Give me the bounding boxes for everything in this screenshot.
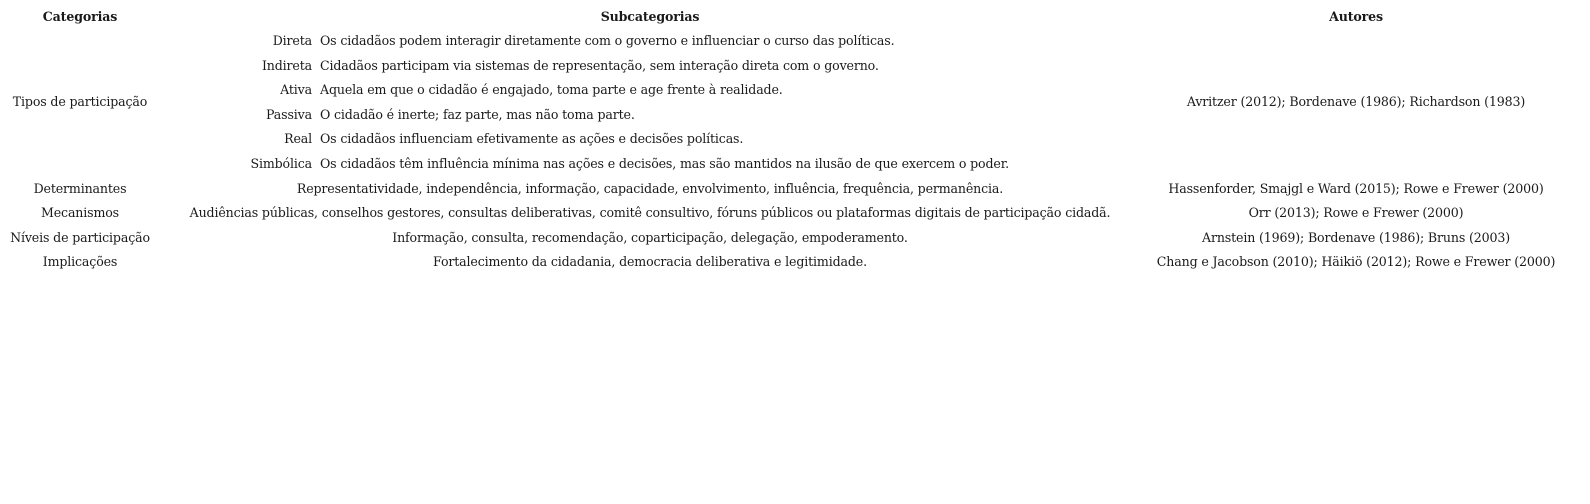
authors-cell: Chang e Jacobson (2010); Häikiö (2012); Rowe e Frewer (2000) [1156,254,1556,270]
category-cell: Tipos de participação [12,94,148,110]
category-cell: Níveis de participação [10,229,150,245]
category-cell: Determinantes [33,180,127,196]
subcategory-label: Passiva [266,106,312,122]
categories-table [0,5,1572,275]
subcategory-description: Audiências públicas, conselhos gestores, consultas deliberativas, comitê consultivo, fóruns públicos ou plataformas digitais de participação cidadã. [189,205,1111,221]
header-row [0,5,1572,29]
subcategory-description: Aquela em que o cidadão é engajado, toma parte e age frente à realidade. [320,82,783,98]
authors-cell: Hassenforder, Smajgl e Ward (2015); Rowe e Frewer (2000) [1168,180,1544,196]
subcategory-label: Simbólica [250,155,312,171]
authors-cell: Arnstein (1969); Bordenave (1986); Bruns (2003) [1202,229,1510,245]
subcategory-label: Ativa [280,82,312,98]
header-subcategorias: Subcategorias [600,9,700,24]
table-row [0,177,1572,202]
subcategory-description: Os cidadãos têm influência mínima nas ações e decisões, mas são mantidos na ilusão de que exercem o poder. [320,155,1010,171]
header-categorias: Categorias [42,9,118,24]
category-cell: Mecanismos [41,205,119,221]
subcategory-label: Real [284,131,312,147]
subcategory-description: Os cidadãos influenciam efetivamente as ações e decisões políticas. [320,131,744,147]
subcategory-description: Fortalecimento da cidadania, democracia deliberativa e legitimidade. [433,254,867,270]
category-cell: Implicações [42,254,118,270]
authors-cell: Orr (2013); Rowe e Frewer (2000) [1248,205,1464,221]
table-row [0,226,1572,251]
subcategory-description: O cidadão é inerte; faz parte, mas não toma parte. [320,106,635,122]
authors-cell: Avritzer (2012); Bordenave (1986); Richardson (1983) [1186,94,1526,110]
table-row [0,201,1572,226]
subcategory-description: Os cidadãos podem interagir diretamente com o governo e influenciar o curso das políticas. [320,33,895,48]
subcategory-label: Direta [272,33,312,48]
subcategory-label: Indireta [261,57,312,73]
subcategory-description: Representatividade, independência, informação, capacidade, envolvimento, influência, frequência, permanência. [296,180,1004,196]
subcategory-description: Cidadãos participam via sistemas de representação, sem interação direta com o governo. [320,57,879,73]
subcategory-description: Informação, consulta, recomendação, coparticipação, delegação, empoderamento. [392,229,908,245]
table-row [0,250,1572,275]
header-autores: Autores [1329,9,1383,24]
table-row [0,29,1572,54]
